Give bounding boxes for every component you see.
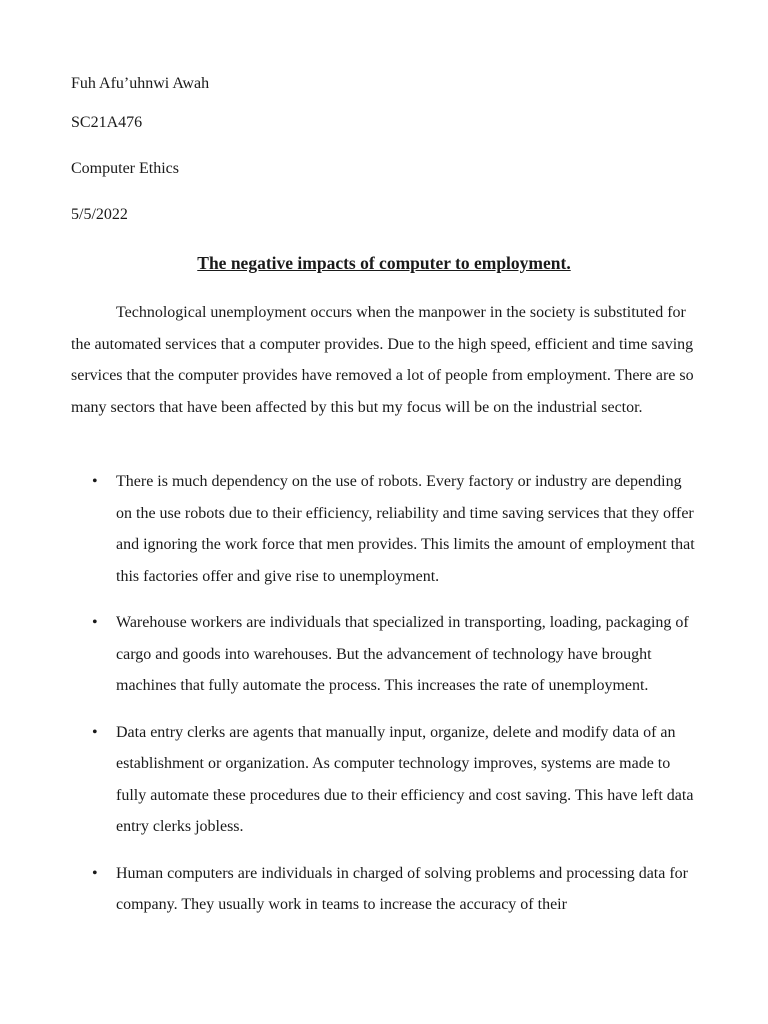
bullet-icon: • <box>92 614 98 631</box>
bullet-text: Human computers are individuals in charged of solving problems and processing data for company. They usually work in teams to increase the accuracy of their <box>116 864 689 913</box>
bullet-item-human-computers <box>71 858 701 921</box>
bullet-text: Warehouse workers are individuals that specialized in transporting, loading, packaging of cargo and goods into warehouses. But the advancement of technology have brought machines that fully automate the process. This increases the rate of unemployment. <box>116 614 689 694</box>
bullet-item-warehouse <box>71 607 701 702</box>
bullet-list <box>71 466 701 936</box>
bullet-text: Data entry clerks are agents that manually input, organize, delete and modify data of an establishment or organization. As computer technology improves, systems are made to fully automate these procedures due to their efficiency and cost saving. This have left data entry clerks jobless. <box>116 723 694 835</box>
document-title: The negative impacts of computer to employment. <box>197 253 571 273</box>
intro-paragraph: Technological unemployment occurs when the manpower in the society is substituted for the automated services that a computer provides. Due to the high speed, efficient and time saving services that the computer provides have removed a lot of people from employment. There are so many sectors that have been affected by this but my focus will be on the industrial sector. <box>71 304 694 416</box>
bullet-icon: • <box>92 723 98 741</box>
bullet-icon: • <box>92 864 98 882</box>
student-id: SC21A476 <box>71 114 143 131</box>
bullet-text: There is much dependency on the use of robots. Every factory or industry are depending on the use robots due to their efficiency, reliability and time saving services that they offer and ignoring the work force that men provides. This limits the amount of employment that this factories offer and give rise to unemployment. <box>116 473 695 585</box>
course-name: Computer Ethics <box>71 160 179 177</box>
bullet-item-data-entry <box>71 717 701 843</box>
document-date: 5/5/2022 <box>71 206 128 223</box>
bullet-item-robots <box>71 466 701 592</box>
bullet-icon: • <box>92 473 98 490</box>
author-name: Fuh Afu’uhnwi Awah <box>71 75 210 92</box>
